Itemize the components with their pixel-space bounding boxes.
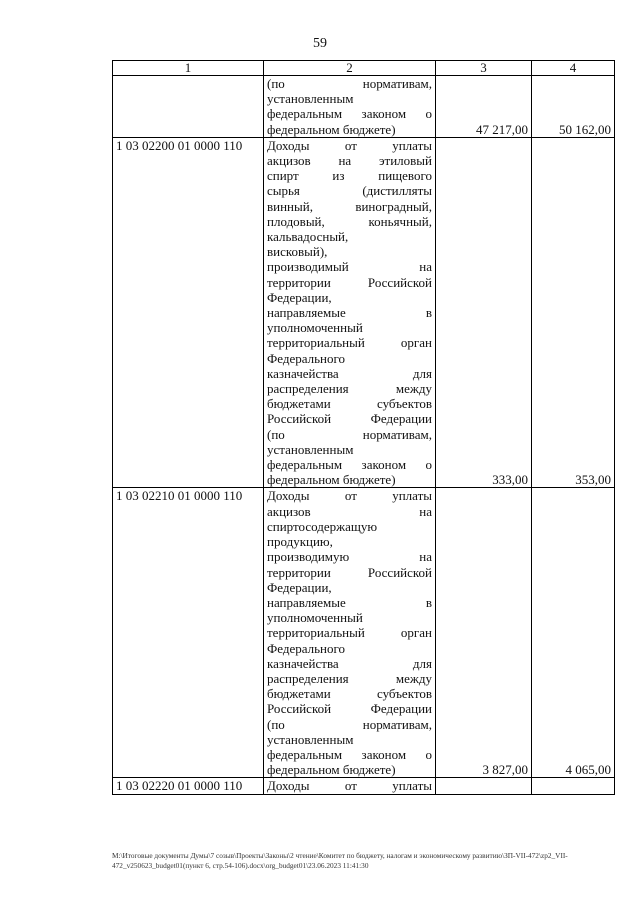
income-name-line: (по нормативам, xyxy=(267,76,432,91)
income-name-line: направляемые в xyxy=(267,594,432,610)
income-name-line: Доходы от уплаты xyxy=(267,488,432,504)
income-name-line: распределения между xyxy=(267,381,432,397)
income-name-line: акцизов на xyxy=(267,503,432,519)
header-row xyxy=(113,61,615,76)
income-name-line: бюджетами субъектов xyxy=(267,396,432,412)
amount-col3-cell xyxy=(436,778,532,794)
footer-path-line-1: M:\Итоговые документы Думы\7 созыв\Проекты\Законы\2 чтение\Комитет по бюджету, налогам и экономическому развитию\ЗП-VII-472\zp2_VII- xyxy=(112,851,568,860)
income-name-line: производимый на xyxy=(267,259,432,275)
income-name-line: бюджетами субъектов xyxy=(267,686,432,702)
income-name-line: территории Российской xyxy=(267,564,432,580)
income-name-line: территории Российской xyxy=(267,274,432,290)
table-row xyxy=(113,778,615,794)
income-name-cell xyxy=(264,76,436,138)
income-name-line: федеральным законом о xyxy=(267,746,432,762)
income-name-line: территориальный орган xyxy=(267,335,432,351)
income-name-line: распределения между xyxy=(267,670,432,686)
amount-col3-cell: 333,00 xyxy=(436,137,532,488)
income-name-line: плодовый, коньячный, xyxy=(267,213,432,229)
document-footer xyxy=(112,851,614,871)
header-cell-4: 4 xyxy=(532,61,615,76)
income-name-line: направляемые в xyxy=(267,305,432,321)
income-name-line: Доходы от уплаты xyxy=(267,137,432,153)
income-name-cell xyxy=(264,137,436,488)
amount-col3-cell: 47 217,00 xyxy=(436,76,532,138)
income-name-line: федеральным законом о xyxy=(267,457,432,473)
income-code-cell: 1 03 02210 01 0000 110 xyxy=(113,488,264,778)
budget-table xyxy=(112,60,615,795)
income-name-line: продукцию, xyxy=(267,534,333,550)
amount-col3-cell: 3 827,00 xyxy=(436,488,532,778)
page-number: 59 xyxy=(313,36,327,51)
income-name-line: висковый), xyxy=(267,244,328,260)
header-cell-2: 2 xyxy=(264,61,436,76)
header-cell-3: 3 xyxy=(436,61,532,76)
income-name-line: Федерации, xyxy=(267,289,332,305)
footer-path-line-2: 472_v250623_budget01(пункт 6, стр.54-106).docx\org_budget01\23.06.2023 11:41:30 xyxy=(112,861,369,870)
header-cell-1: 1 xyxy=(113,61,264,76)
income-code-cell: 1 03 02220 01 0000 110 xyxy=(113,778,264,794)
income-name-line: кальвадосный, xyxy=(267,229,349,245)
amount-col4-cell xyxy=(532,778,615,794)
income-name-line: Федерации, xyxy=(267,579,332,595)
income-name-line: Федерального xyxy=(267,640,346,656)
income-name-line: установленным xyxy=(267,731,354,747)
income-name-line: акцизов на этиловый xyxy=(267,153,432,169)
table-row xyxy=(113,488,615,778)
income-name-line: федеральном бюджете) xyxy=(267,121,396,137)
income-name-line: спирт из пищевого xyxy=(267,168,432,184)
income-name-line: казначейства для xyxy=(267,365,432,381)
income-name-cell xyxy=(264,778,436,794)
income-name-line: уполномоченный xyxy=(267,320,363,336)
income-name-line: казначейства для xyxy=(267,655,432,671)
table-row xyxy=(113,137,615,488)
income-name-cell xyxy=(264,488,436,778)
income-name-line: федеральном бюджете) xyxy=(267,472,396,488)
income-name-line: территориальный орган xyxy=(267,625,432,641)
table-body xyxy=(113,76,615,795)
amount-col4-cell: 50 162,00 xyxy=(532,76,615,138)
income-name-line: установленным xyxy=(267,441,354,457)
income-name-line: винный, виноградный, xyxy=(267,198,432,214)
income-name-line: установленным xyxy=(267,91,354,107)
income-name-line: сырья (дистилляты xyxy=(267,183,432,199)
income-name-line: (по нормативам, xyxy=(267,716,432,732)
amount-col4-cell: 4 065,00 xyxy=(532,488,615,778)
income-code-cell: 1 03 02200 01 0000 110 xyxy=(113,137,264,488)
income-name-line: производимую на xyxy=(267,549,432,565)
income-name-line: Российской Федерации xyxy=(267,411,432,427)
table-row xyxy=(113,76,615,138)
income-name-line: Доходы от уплаты xyxy=(267,778,432,794)
income-name-line: Российской Федерации xyxy=(267,701,432,717)
income-name-line: уполномоченный xyxy=(267,610,363,626)
income-code-cell xyxy=(113,76,264,138)
income-name-line: (по нормативам, xyxy=(267,426,432,442)
income-name-line: спиртосодержащую xyxy=(267,518,378,534)
income-name-line: федеральным законом о xyxy=(267,106,432,122)
amount-col4-cell: 353,00 xyxy=(532,137,615,488)
income-name-line: федеральном бюджете) xyxy=(267,762,396,778)
income-name-line: Федерального xyxy=(267,350,346,366)
